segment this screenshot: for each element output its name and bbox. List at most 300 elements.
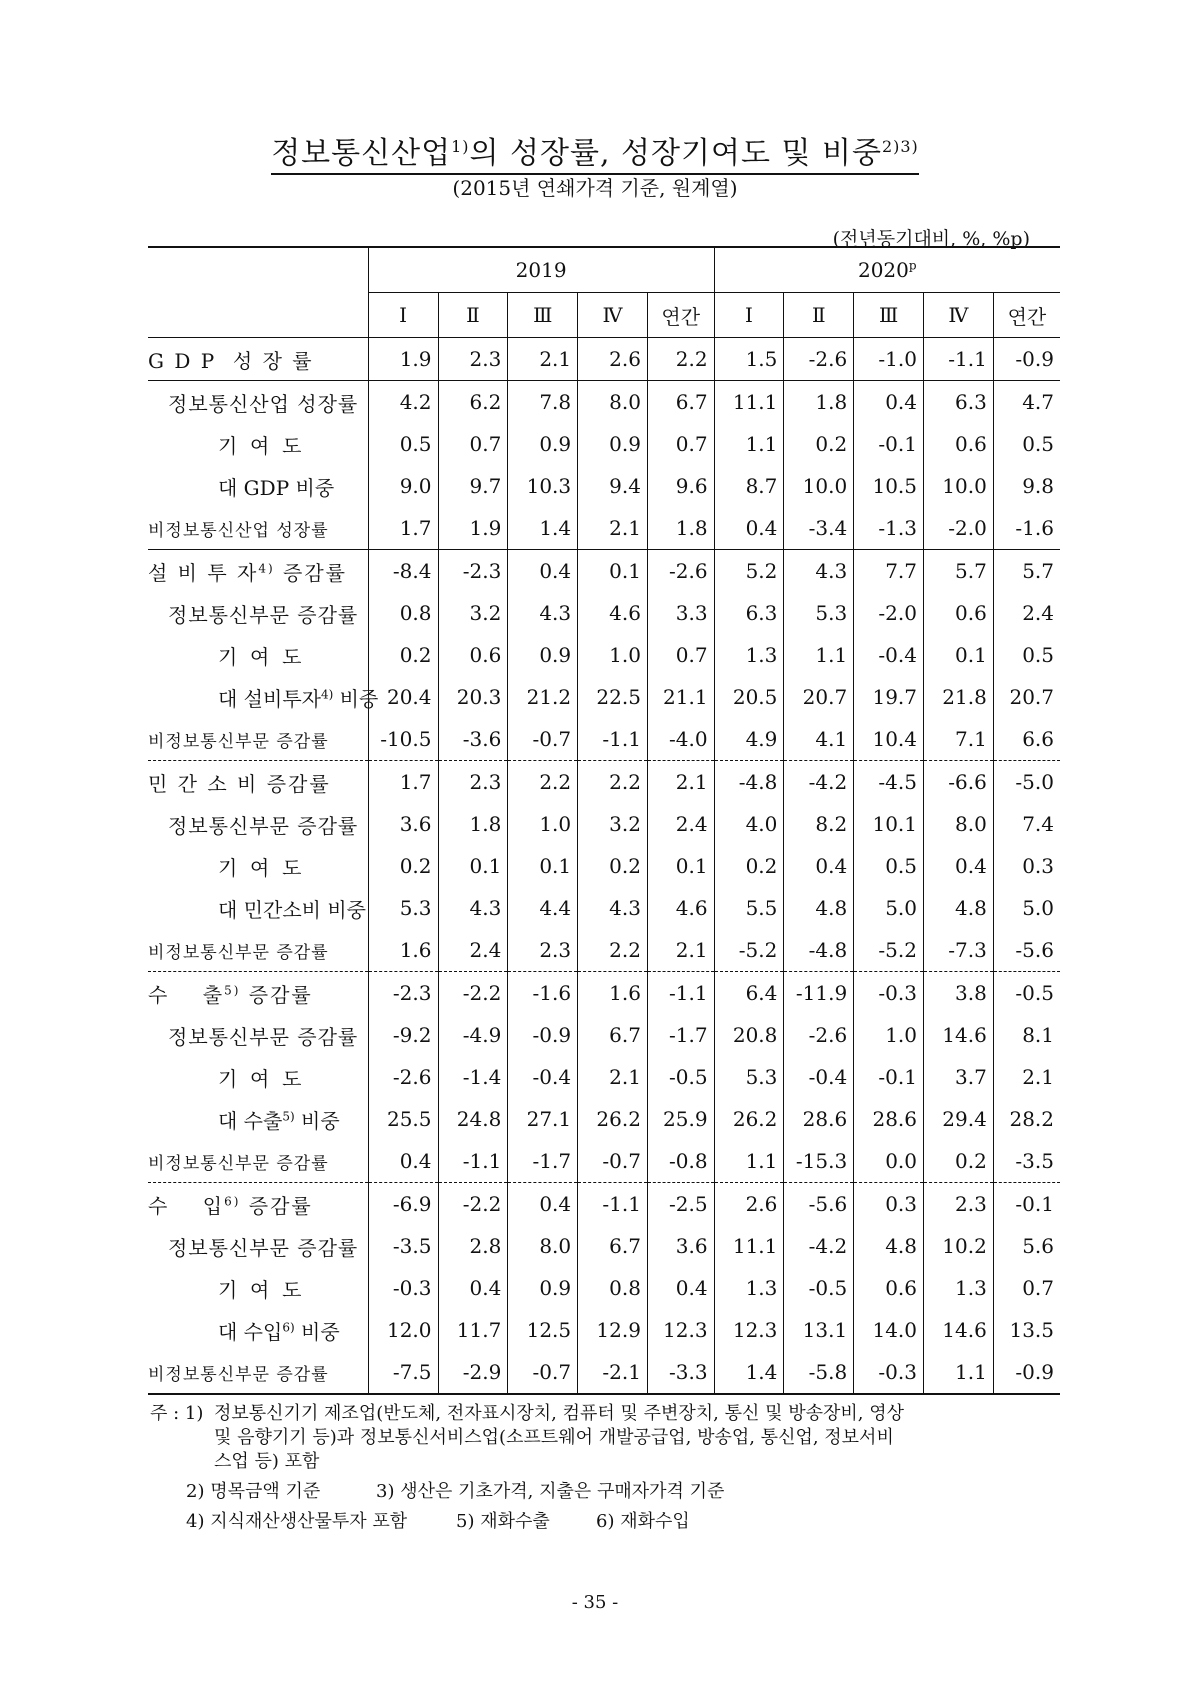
table-cell: 8.2 [784,803,854,845]
table-cell: 0.4 [714,507,784,550]
table-cell: 2.3 [438,761,508,804]
table-cell: -7.5 [368,1351,438,1394]
table-cell: 2.4 [647,803,714,845]
table-cell: 0.6 [924,423,994,465]
row-label: 기 여 도 [218,644,302,669]
table-cell: -6.6 [924,761,994,804]
table-cell: 0.1 [508,845,578,887]
row-label: 비정보통신부문 증감률 [148,1351,368,1394]
row-label: 비정보통신부문 증감률 [148,942,329,963]
table-cell: 1.1 [714,1140,784,1183]
row-label: 설 비 투 자$^{4)}$ 증감률 [148,550,368,593]
quarter-header-0: Ⅰ [368,293,438,338]
table-cell: -3.3 [647,1351,714,1394]
table-cell: -4.8 [714,761,784,804]
row-label: G D P 성 장 률 [148,338,368,381]
table-row [148,1056,1060,1098]
table-cell: -5.2 [714,929,784,972]
table-cell: 2.1 [647,929,714,972]
note-2: 2) 명목금액 기준 [186,1481,321,1502]
row-label: 대 민간소비 비중 [218,897,366,922]
table-cell: 0.5 [993,634,1060,676]
table-cell: 4.8 [784,887,854,929]
table-cell: -0.8 [647,1140,714,1183]
table-cell: 10.0 [784,465,854,507]
table-cell: -2.2 [438,1183,508,1226]
table-cell: 9.0 [368,465,438,507]
table-cell: 10.4 [854,718,924,761]
table-cell: 1.8 [784,381,854,424]
table-cell: 13.1 [784,1309,854,1351]
table-cell: 1.3 [714,634,784,676]
table-cell: -3.4 [784,507,854,550]
table-cell: -2.9 [438,1351,508,1394]
table-row [148,338,1060,381]
table-cell: -4.8 [784,929,854,972]
table-cell: 5.5 [714,887,784,929]
table-cell: 11.1 [714,1225,784,1267]
table-row [148,634,1060,676]
table-cell: 0.2 [924,1140,994,1183]
table-cell: -0.7 [508,718,578,761]
table-cell: 5.7 [924,550,994,593]
note-1-line-3: 스업 등) 포함 [214,1451,320,1472]
table-cell: 0.4 [647,1267,714,1309]
table-cell: 21.2 [508,676,578,718]
table-cell: 4.6 [647,887,714,929]
table-cell: 1.1 [924,1351,994,1394]
table-row [148,803,1060,845]
table-cell: -5.2 [854,929,924,972]
quarter-header-3: Ⅳ [578,293,648,338]
table-cell: 1.9 [368,338,438,381]
table-cell: -0.9 [993,338,1060,381]
footnotes [150,1402,1070,1534]
table-row [148,1267,1060,1309]
title-text-2: 의 성장률, 성장기여도 및 비중 [469,136,882,171]
table-cell: 6.7 [578,1014,648,1056]
table-cell: 8.7 [714,465,784,507]
title-footnote-1: 1) [451,137,470,156]
table-cell: -15.3 [784,1140,854,1183]
table-cell: -2.1 [578,1351,648,1394]
table-cell: 3.8 [924,972,994,1015]
table-cell: 25.9 [647,1098,714,1140]
table-cell: 10.5 [854,465,924,507]
table-cell: 4.7 [993,381,1060,424]
table-cell: -0.1 [993,1183,1060,1226]
table-cell: 24.8 [438,1098,508,1140]
table-cell: -2.0 [854,592,924,634]
table-cell: -2.3 [438,550,508,593]
note-prefix: 주 : 1) [150,1403,204,1424]
table-cell: 11.1 [714,381,784,424]
table-cell: 1.7 [368,507,438,550]
table-cell: 0.4 [368,1140,438,1183]
table-cell: 5.3 [784,592,854,634]
table-cell: 27.1 [508,1098,578,1140]
row-label: 대 수출$^{5)}$ 비중 [218,1108,340,1133]
table-cell: 0.1 [578,550,648,593]
table-cell: 0.6 [854,1267,924,1309]
table-cell: 8.0 [578,381,648,424]
table-cell: 0.4 [854,381,924,424]
table-cell: 0.3 [993,845,1060,887]
table-cell: -8.4 [368,550,438,593]
row-label: 대 GDP 비중 [218,475,335,500]
table-cell: 4.8 [854,1225,924,1267]
table-cell: 6.6 [993,718,1060,761]
table-cell: 12.0 [368,1309,438,1351]
table-cell: 25.5 [368,1098,438,1140]
table-row [148,929,1060,972]
table-cell: 0.2 [578,845,648,887]
table-cell: 2.1 [578,507,648,550]
table-cell: 0.4 [784,845,854,887]
table-cell: -0.9 [993,1351,1060,1394]
table-cell: 5.7 [993,550,1060,593]
table-cell: 0.1 [438,845,508,887]
table-cell: -0.3 [854,972,924,1015]
table-cell: 0.6 [438,634,508,676]
table-cell: 2.3 [438,338,508,381]
table-cell: 8.0 [924,803,994,845]
table-cell: 7.7 [854,550,924,593]
table-cell: 1.4 [714,1351,784,1394]
quarter-header-5: Ⅰ [714,293,784,338]
table-cell: 0.1 [647,845,714,887]
table-cell: 11.7 [438,1309,508,1351]
table-cell: -0.3 [854,1351,924,1394]
table-cell: -1.1 [578,718,648,761]
table-row [148,1183,1060,1226]
table-cell: -5.6 [993,929,1060,972]
table-row [148,1351,1060,1394]
table-cell: 1.0 [508,803,578,845]
table-cell: 2.3 [508,929,578,972]
table-cell: 2.3 [924,1183,994,1226]
table-cell: 0.2 [368,845,438,887]
page-title [0,128,1190,172]
table-cell: 20.8 [714,1014,784,1056]
row-label: 기 여 도 [218,855,302,880]
table-cell: -0.7 [508,1351,578,1394]
table-cell: 0.5 [368,423,438,465]
table-cell: 6.7 [578,1225,648,1267]
table-cell: 10.0 [924,465,994,507]
quarter-header-8: Ⅳ [924,293,994,338]
table-cell: 12.3 [714,1309,784,1351]
table-cell: 5.2 [714,550,784,593]
unit-label: (전년동기대비, %, %p) [832,228,1030,250]
quarter-header-1: Ⅱ [438,293,508,338]
table-cell: -0.1 [854,1056,924,1098]
table-cell: -5.8 [784,1351,854,1394]
table-cell: 2.2 [578,761,648,804]
table-cell: -2.3 [368,972,438,1015]
table-cell: 4.3 [784,550,854,593]
row-label: 정보통신부문 증감률 [168,602,359,627]
table-cell: -3.6 [438,718,508,761]
table-cell: -1.7 [508,1140,578,1183]
table-cell: 3.3 [647,592,714,634]
table-cell: -2.0 [924,507,994,550]
table-cell: 0.9 [508,634,578,676]
table-cell: -2.6 [368,1056,438,1098]
table-cell: 0.7 [647,423,714,465]
table-cell: 1.4 [508,507,578,550]
table-cell: 0.8 [368,592,438,634]
note-1-line-1: 정보통신기기 제조업(반도체, 전자표시장치, 컴퓨터 및 주변장치, 통신 및 방송장비, 영상 [214,1403,904,1424]
table-cell: -5.0 [993,761,1060,804]
row-label: 비정보통신부문 증감률 [148,731,329,752]
table-cell: 0.9 [578,423,648,465]
table-cell: 2.2 [578,929,648,972]
table-cell: 4.6 [578,592,648,634]
table-cell: 0.4 [508,1183,578,1226]
table-row [148,592,1060,634]
table-cell: 21.1 [647,676,714,718]
table-cell: 9.7 [438,465,508,507]
table-row [148,507,1060,550]
table-cell: -1.0 [854,338,924,381]
table-cell: 6.7 [647,381,714,424]
title-text: 정보통신산업 [271,136,452,171]
table-cell: -6.9 [368,1183,438,1226]
year-header-2020: 2020$^p$ [714,247,1060,293]
table-row [148,381,1060,424]
table-cell: 7.1 [924,718,994,761]
table-cell: 4.1 [784,718,854,761]
table-cell: 6.4 [714,972,784,1015]
quarter-header-6: Ⅱ [784,293,854,338]
table-cell: -2.2 [438,972,508,1015]
table-cell: -1.1 [578,1183,648,1226]
table-cell: -4.9 [438,1014,508,1056]
header-blank-2 [148,293,368,338]
row-label: 정보통신산업 성장률 [148,381,368,424]
table-cell: 1.9 [438,507,508,550]
table-cell: -0.4 [854,634,924,676]
table-cell: 1.7 [368,761,438,804]
table-cell: -9.2 [368,1014,438,1056]
table-cell: 1.8 [438,803,508,845]
note-5: 5) 재화수출 [456,1511,550,1532]
table-cell: 1.3 [714,1267,784,1309]
table-cell: 2.1 [647,761,714,804]
table-cell: 1.1 [784,634,854,676]
table-cell: 0.2 [368,634,438,676]
table-cell: 0.5 [993,423,1060,465]
table-cell: -5.6 [784,1183,854,1226]
table-cell: -3.5 [368,1225,438,1267]
table-cell: 2.1 [578,1056,648,1098]
row-label: 기 여 도 [218,1066,302,1091]
table-cell: -11.9 [784,972,854,1015]
table-cell: 0.9 [508,1267,578,1309]
quarter-header-7: Ⅲ [854,293,924,338]
table-cell: 2.2 [647,338,714,381]
table-cell: 2.1 [993,1056,1060,1098]
table-cell: 2.4 [438,929,508,972]
table-cell: 20.3 [438,676,508,718]
page-number: - 35 - [571,1592,619,1613]
row-label: 비정보통신부문 증감률 [148,1153,329,1174]
table-cell: 4.3 [438,887,508,929]
table-cell: 0.4 [438,1267,508,1309]
table-cell: 12.5 [508,1309,578,1351]
table-cell: 10.3 [508,465,578,507]
table-row [148,887,1060,929]
table-row [148,761,1060,804]
table-row [148,1140,1060,1183]
row-label: 수 입$^{6)}$ 증감률 [148,1183,368,1226]
table-cell: 3.2 [578,803,648,845]
table-cell: 6.3 [714,592,784,634]
row-label: 민 간 소 비 증감률 [148,761,368,804]
table-cell: -4.2 [784,1225,854,1267]
table-cell: -4.0 [647,718,714,761]
table-cell: 6.2 [438,381,508,424]
table-cell: 20.5 [714,676,784,718]
table-cell: 8.0 [508,1225,578,1267]
table-cell: -1.7 [647,1014,714,1056]
table-cell: 10.2 [924,1225,994,1267]
table-cell: -1.1 [438,1140,508,1183]
table-cell: -1.6 [993,507,1060,550]
table-cell: -10.5 [368,718,438,761]
header-blank [148,247,368,293]
table-cell: -1.6 [508,972,578,1015]
year-header-2019: 2019 [368,247,714,293]
row-label: 기 여 도 [218,1277,302,1302]
table-cell: 20.4 [368,676,438,718]
table-cell: 28.6 [854,1098,924,1140]
table-cell: 28.2 [993,1098,1060,1140]
table-cell: 1.1 [714,423,784,465]
table-cell: 12.3 [647,1309,714,1351]
table-cell: -0.5 [784,1267,854,1309]
table-cell: -1.4 [438,1056,508,1098]
table-cell: 9.8 [993,465,1060,507]
table-cell: -0.7 [578,1140,648,1183]
table-cell: 26.2 [714,1098,784,1140]
table-cell: 0.2 [714,845,784,887]
table-cell: 8.1 [993,1014,1060,1056]
table-row [148,972,1060,1015]
table-cell: 7.4 [993,803,1060,845]
table-cell: 2.1 [508,338,578,381]
table-row [148,845,1060,887]
row-label: 기 여 도 [218,433,302,458]
table-cell: 14.6 [924,1014,994,1056]
table-row [148,718,1060,761]
row-label: 정보통신부문 증감률 [168,1024,359,1049]
table-cell: 2.6 [578,338,648,381]
quarter-header-2: Ⅲ [508,293,578,338]
table-cell: -0.4 [508,1056,578,1098]
table-cell: 26.2 [578,1098,648,1140]
title-footnote-2: 2)3) [881,137,919,156]
table-cell: 13.5 [993,1309,1060,1351]
table-cell: -2.6 [784,338,854,381]
table-cell: 1.0 [854,1014,924,1056]
table-cell: 0.9 [508,423,578,465]
table-cell: 0.7 [647,634,714,676]
row-label: 정보통신부문 증감률 [168,813,359,838]
table-cell: 0.2 [784,423,854,465]
table-cell: 6.3 [924,381,994,424]
table-row [148,1014,1060,1056]
table-cell: 0.7 [438,423,508,465]
table-cell: 2.6 [714,1183,784,1226]
note-4: 4) 지식재산생산물투자 포함 [186,1511,408,1532]
table-cell: 5.3 [714,1056,784,1098]
table-cell: -1.1 [647,972,714,1015]
row-label: 수 출$^{5)}$ 증감률 [148,972,368,1015]
table-cell: 2.4 [993,592,1060,634]
table-cell: 19.7 [854,676,924,718]
table-cell: 0.5 [854,845,924,887]
table-cell: 14.6 [924,1309,994,1351]
row-label: 대 수입$^{6)}$ 비중 [218,1319,340,1344]
table-cell: 22.5 [578,676,648,718]
table-cell: 4.4 [508,887,578,929]
table-cell: 20.7 [784,676,854,718]
table-cell: -1.1 [924,338,994,381]
table-row [148,676,1060,718]
table-cell: 1.6 [578,972,648,1015]
table-cell: 1.0 [578,634,648,676]
table-cell: 10.1 [854,803,924,845]
table-cell: 0.6 [924,592,994,634]
table-cell: 4.8 [924,887,994,929]
table-cell: 3.6 [368,803,438,845]
table-cell: 9.6 [647,465,714,507]
table-cell: 4.3 [508,592,578,634]
table-cell: -1.3 [854,507,924,550]
table-cell: -0.3 [368,1267,438,1309]
table-cell: -2.5 [647,1183,714,1226]
table-cell: 0.0 [854,1140,924,1183]
table-row [148,1309,1060,1351]
note-3: 3) 생산은 기초가격, 지출은 구매자가격 기준 [376,1481,725,1502]
table-cell: 0.4 [508,550,578,593]
table-cell: 1.3 [924,1267,994,1309]
table-cell: -2.6 [647,550,714,593]
table-cell: 21.8 [924,676,994,718]
table-cell: 28.6 [784,1098,854,1140]
table-cell: 2.2 [508,761,578,804]
table-row [148,465,1060,507]
table-cell: 5.0 [993,887,1060,929]
table-row [148,550,1060,593]
table-cell: -4.5 [854,761,924,804]
table-cell: 20.7 [993,676,1060,718]
table-cell: 0.4 [924,845,994,887]
table-cell: 4.3 [578,887,648,929]
table-cell: 7.8 [508,381,578,424]
table-cell: 4.9 [714,718,784,761]
row-label: 대 설비투자$^{4)}$ 비중 [218,686,379,711]
table-cell: 4.2 [368,381,438,424]
table-cell: -4.2 [784,761,854,804]
table-cell: 3.2 [438,592,508,634]
note-1-line-2: 및 음향기기 등)과 정보통신서비스업(소프트웨어 개발공급업, 방송업, 통신업, 정보서비 [214,1427,894,1448]
table-cell: 12.9 [578,1309,648,1351]
table-cell: -0.9 [508,1014,578,1056]
table-cell: -0.5 [993,972,1060,1015]
